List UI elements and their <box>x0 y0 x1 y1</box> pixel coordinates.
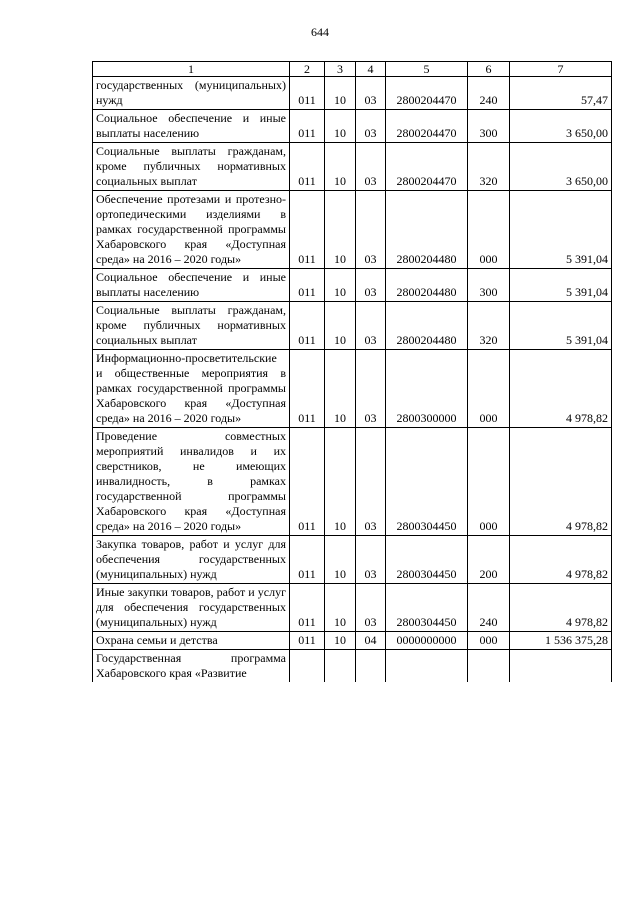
row-amount: 4 978,82 <box>510 428 612 536</box>
row-target-article: 2800300000 <box>386 350 468 428</box>
row-name: Социальное обеспечение и иные выплаты населению <box>93 269 290 302</box>
header-col-5: 5 <box>386 62 468 77</box>
row-name: государственных (муниципальных) нужд <box>93 77 290 110</box>
row-amount: 4 978,82 <box>510 350 612 428</box>
row-subsection: 03 <box>356 77 386 110</box>
header-col-3: 3 <box>325 62 356 77</box>
row-subsection: 03 <box>356 191 386 269</box>
row-section: 10 <box>325 110 356 143</box>
row-amount: 5 391,04 <box>510 269 612 302</box>
row-ministry-code: 011 <box>290 110 325 143</box>
row-ministry-code: 011 <box>290 350 325 428</box>
header-col-4: 4 <box>356 62 386 77</box>
row-ministry-code <box>290 650 325 683</box>
row-subsection: 03 <box>356 143 386 191</box>
header-col-2: 2 <box>290 62 325 77</box>
row-section <box>325 650 356 683</box>
page-number: 644 <box>311 25 329 39</box>
row-target-article: 2800204470 <box>386 110 468 143</box>
row-target-article: 0000000000 <box>386 632 468 650</box>
table-row <box>93 110 612 143</box>
row-expense-type <box>468 650 510 683</box>
row-name: Социальные выплаты гражданам, кроме публичных нормативных социальных выплат <box>93 143 290 191</box>
row-expense-type: 000 <box>468 632 510 650</box>
row-subsection: 04 <box>356 632 386 650</box>
row-subsection: 03 <box>356 584 386 632</box>
row-subsection: 03 <box>356 110 386 143</box>
row-subsection: 03 <box>356 536 386 584</box>
header-row <box>93 62 612 77</box>
row-expense-type: 300 <box>468 110 510 143</box>
table-row <box>93 143 612 191</box>
row-name: Иные закупки товаров, работ и услуг для обеспечения государственных (муниципальных) нужд <box>93 584 290 632</box>
row-section: 10 <box>325 632 356 650</box>
row-amount: 3 650,00 <box>510 110 612 143</box>
table-row <box>93 632 612 650</box>
header-col-7: 7 <box>510 62 612 77</box>
table-row <box>93 302 612 350</box>
table-row <box>93 650 612 683</box>
table-row <box>93 428 612 536</box>
row-expense-type: 000 <box>468 350 510 428</box>
row-ministry-code: 011 <box>290 269 325 302</box>
row-ministry-code: 011 <box>290 536 325 584</box>
row-ministry-code: 011 <box>290 632 325 650</box>
row-name: Социальное обеспечение и иные выплаты населению <box>93 110 290 143</box>
row-amount: 4 978,82 <box>510 536 612 584</box>
row-section: 10 <box>325 536 356 584</box>
row-amount: 4 978,82 <box>510 584 612 632</box>
row-subsection: 03 <box>356 269 386 302</box>
header-col-6: 6 <box>468 62 510 77</box>
budget-table <box>92 61 612 682</box>
row-ministry-code: 011 <box>290 143 325 191</box>
row-expense-type: 320 <box>468 302 510 350</box>
row-section: 10 <box>325 143 356 191</box>
row-amount <box>510 650 612 683</box>
row-subsection: 03 <box>356 302 386 350</box>
table-row <box>93 77 612 110</box>
row-ministry-code: 011 <box>290 302 325 350</box>
row-target-article: 2800204480 <box>386 269 468 302</box>
row-expense-type: 240 <box>468 584 510 632</box>
row-target-article: 2800204470 <box>386 143 468 191</box>
row-section: 10 <box>325 77 356 110</box>
row-expense-type: 300 <box>468 269 510 302</box>
row-name: Обеспечение протезами и протезно-ортопедическими изделиями в рамках государственной программы Хабаровского края «Доступная среда» на 2016 – 2020 годы» <box>93 191 290 269</box>
row-name: Охрана семьи и детства <box>93 632 290 650</box>
table-row <box>93 584 612 632</box>
table-row <box>93 536 612 584</box>
row-expense-type: 200 <box>468 536 510 584</box>
row-section: 10 <box>325 584 356 632</box>
row-target-article: 2800204480 <box>386 302 468 350</box>
row-name: Информационно-просветительские и общественные мероприятия в рамках государственной программы Хабаровского края «Доступная среда» на 2016 – 2020 годы» <box>93 350 290 428</box>
row-target-article: 2800304450 <box>386 584 468 632</box>
row-section: 10 <box>325 191 356 269</box>
row-section: 10 <box>325 269 356 302</box>
row-target-article: 2800304450 <box>386 428 468 536</box>
row-target-article: 2800204470 <box>386 77 468 110</box>
row-subsection: 03 <box>356 350 386 428</box>
row-name: Закупка товаров, работ и услуг для обеспечения государственных (муниципальных) нужд <box>93 536 290 584</box>
row-expense-type: 320 <box>468 143 510 191</box>
row-expense-type: 000 <box>468 191 510 269</box>
row-ministry-code: 011 <box>290 191 325 269</box>
row-expense-type: 240 <box>468 77 510 110</box>
table-row <box>93 269 612 302</box>
row-section: 10 <box>325 350 356 428</box>
row-amount: 5 391,04 <box>510 302 612 350</box>
row-section: 10 <box>325 428 356 536</box>
row-subsection <box>356 650 386 683</box>
row-ministry-code: 011 <box>290 584 325 632</box>
table-row <box>93 350 612 428</box>
row-subsection: 03 <box>356 428 386 536</box>
row-target-article <box>386 650 468 683</box>
row-expense-type: 000 <box>468 428 510 536</box>
row-amount: 1 536 375,28 <box>510 632 612 650</box>
row-target-article: 2800304450 <box>386 536 468 584</box>
row-amount: 57,47 <box>510 77 612 110</box>
row-name: Социальные выплаты гражданам, кроме публичных нормативных социальных выплат <box>93 302 290 350</box>
row-section: 10 <box>325 302 356 350</box>
row-ministry-code: 011 <box>290 77 325 110</box>
header-col-1: 1 <box>93 62 290 77</box>
row-ministry-code: 011 <box>290 428 325 536</box>
row-name: Государственная программа Хабаровского края «Развитие <box>93 650 290 683</box>
row-amount: 3 650,00 <box>510 143 612 191</box>
row-target-article: 2800204480 <box>386 191 468 269</box>
row-amount: 5 391,04 <box>510 191 612 269</box>
table-row <box>93 191 612 269</box>
row-name: Проведение совместных мероприятий инвалидов и их сверстников, не имеющих инвалидность, в рамках государственной программы Хабаровского края «Доступная среда» на 2016 – 2020 годы» <box>93 428 290 536</box>
